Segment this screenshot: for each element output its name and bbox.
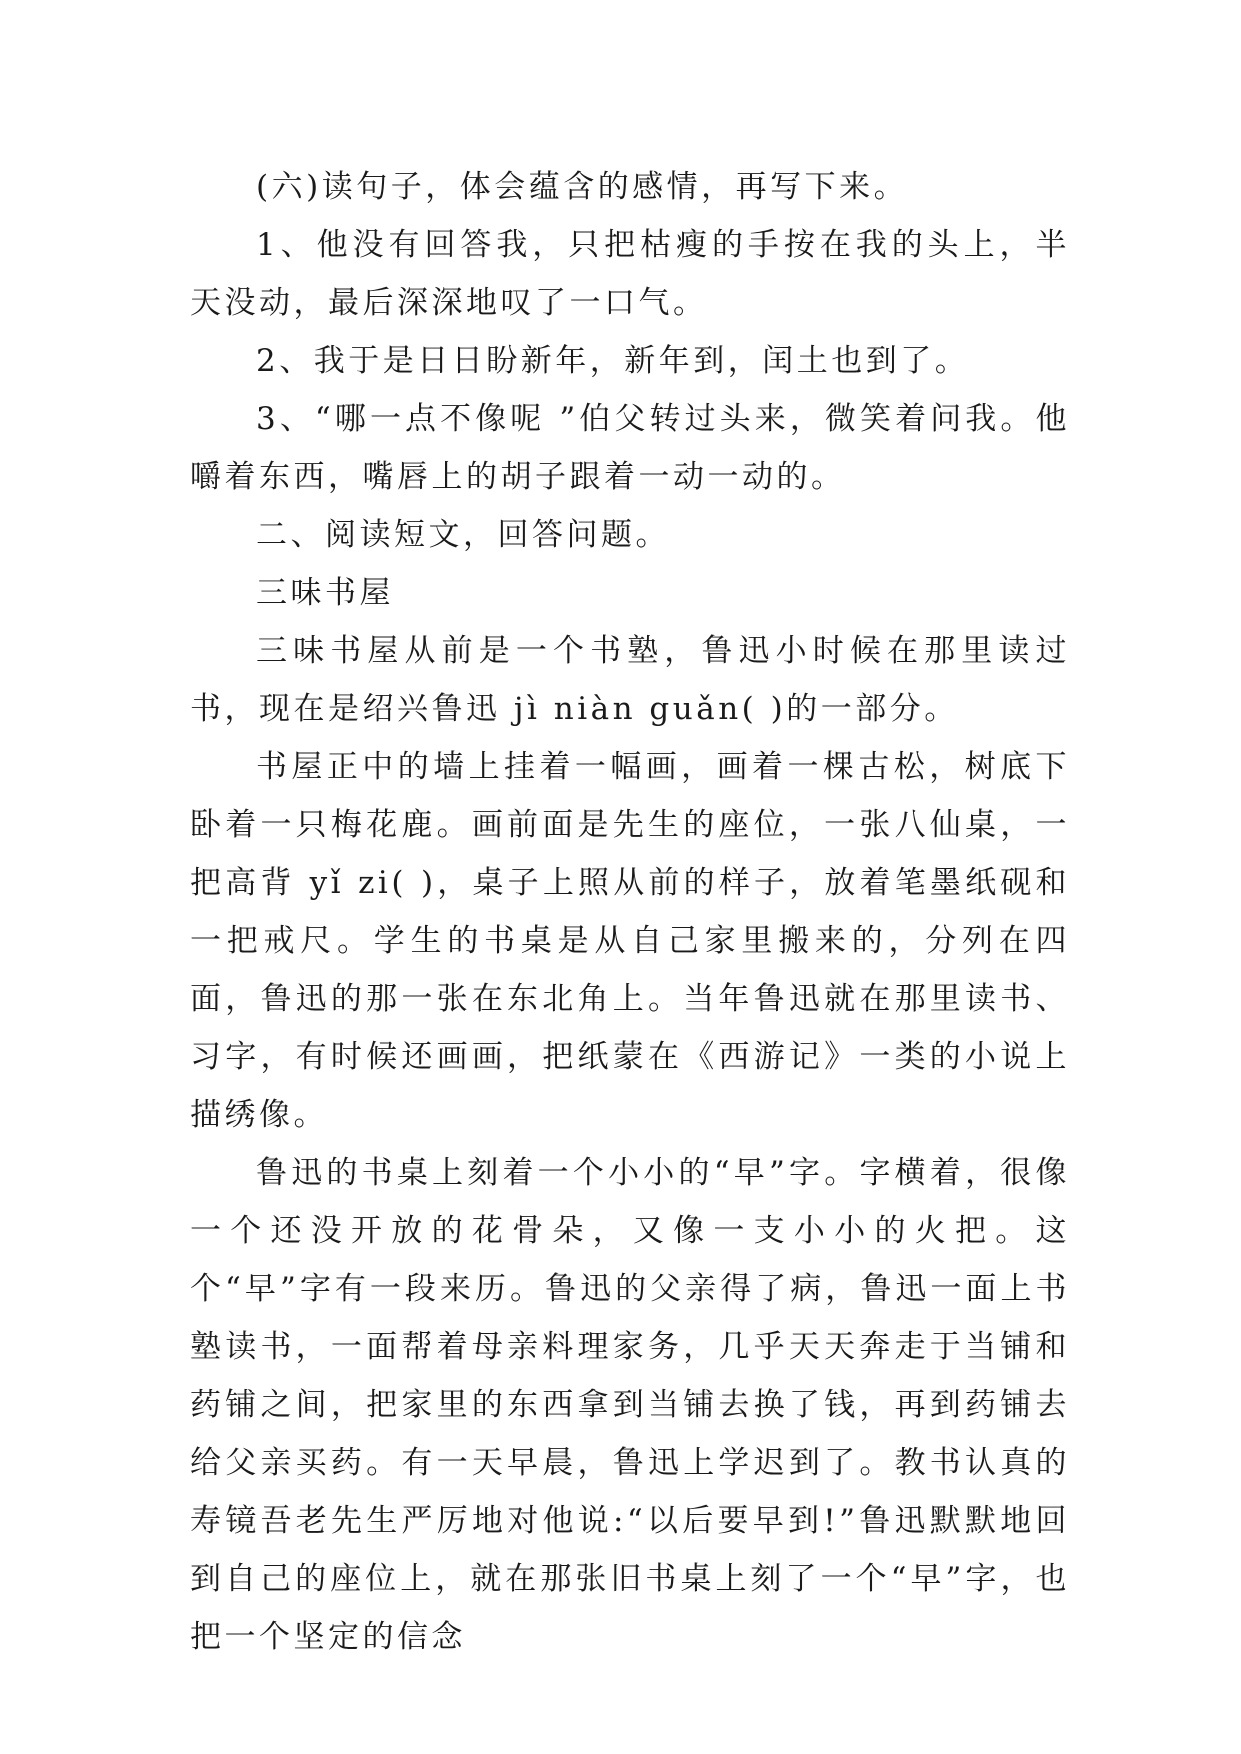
section-heading: 二、阅读短文，回答问题。 xyxy=(256,517,670,553)
sentence-item-1: 1、他没有回答我，只把枯瘦的手按在我的头上，半天没动，最后深深地叹了一口气。 xyxy=(190,227,1070,321)
sentence-item-2: 2、我于是日日盼新年，新年到，闰土也到了。 xyxy=(256,343,970,379)
passage-paragraph-1: 三味书屋从前是一个书塾，鲁迅小时候在那里读过书，现在是绍兴鲁迅 jì niàn guǎn( )的一部分。 xyxy=(190,633,1070,727)
document-body xyxy=(190,158,1070,1666)
passage-title: 三味书屋 xyxy=(256,575,394,611)
passage-paragraph-2: 书屋正中的墙上挂着一幅画，画着一棵古松，树底下卧着一只梅花鹿。画前面是先生的座位，一张八仙桌，一把高背 yǐ zi( )，桌子上照从前的样子，放着笔墨纸砚和一把戒尺。学生的书桌是从自己家里搬来的，分列在四面，鲁迅的那一张在东北角上。当年鲁迅就在那里读书、习字，有时候还画画，把纸蒙在《西游记》一类的小说上描绣像。 xyxy=(190,749,1070,1133)
passage-paragraph-3: 鲁迅的书桌上刻着一个小小的“早”字。字横着，很像一个还没开放的花骨朵，又像一支小小的火把。这个“早”字有一段来历。鲁迅的父亲得了病，鲁迅一面上书塾读书，一面帮着母亲料理家务，几乎天天奔走于当铺和药铺之间，把家里的东西拿到当铺去换了钱，再到药铺去给父亲买药。有一天早晨，鲁迅上学迟到了。教书认真的寿镜吾老先生严厉地对他说:“以后要早到!”鲁迅默默地回到自己的座位上，就在那张旧书桌上刻了一个“早”字，也把一个坚定的信念 xyxy=(190,1155,1070,1655)
sentence-item-3: 3、“哪一点不像呢 ”伯父转过头来，微笑着问我。他嚼着东西，嘴唇上的胡子跟着一动一动的。 xyxy=(190,401,1070,495)
exercise-heading: (六)读句子，体会蕴含的感情，再写下来。 xyxy=(256,169,909,205)
